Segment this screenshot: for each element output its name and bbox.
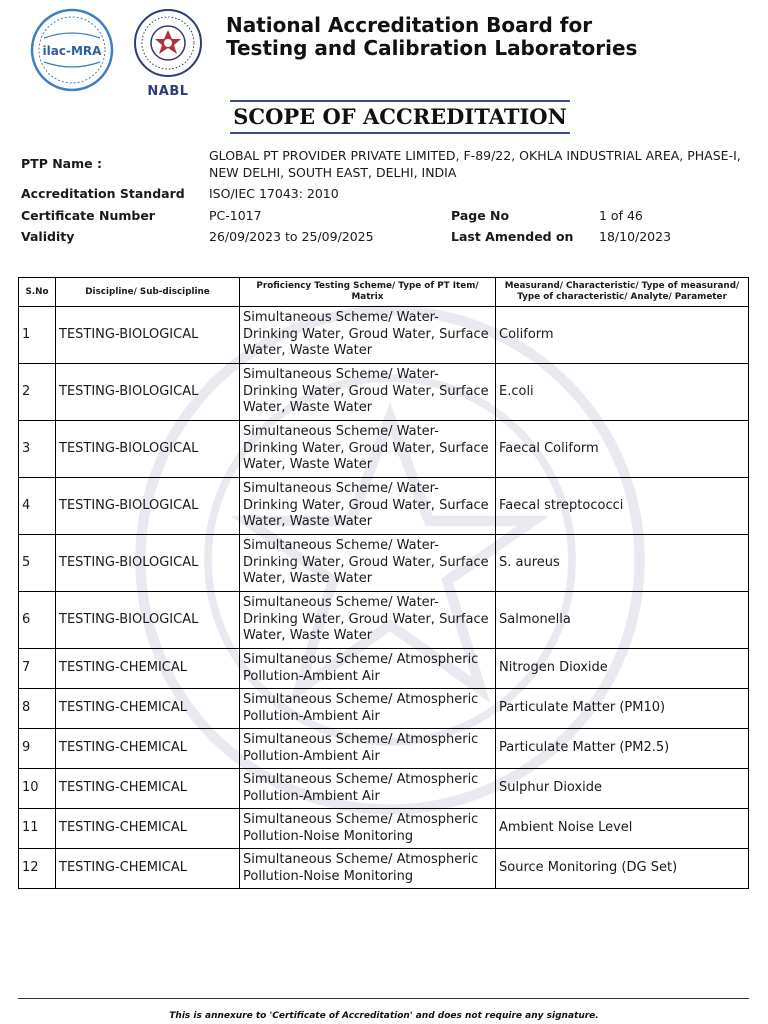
cell-scheme: Simultaneous Scheme/ Atmospheric Pollution-Noise Monitoring — [240, 849, 496, 889]
table-row — [19, 478, 749, 535]
cell-scheme: Simultaneous Scheme/ Water-Drinking Water, Groud Water, Surface Water, Waste Water — [240, 478, 496, 535]
cell-scheme: Simultaneous Scheme/ Atmospheric Pollution-Ambient Air — [240, 689, 496, 729]
cell-scheme: Simultaneous Scheme/ Water-Drinking Water, Groud Water, Surface Water, Waste Water — [240, 592, 496, 649]
table-row — [19, 307, 749, 364]
cell-measurand: Ambient Noise Level — [496, 809, 749, 849]
cell-discipline: TESTING-BIOLOGICAL — [56, 364, 240, 421]
cell-scheme: Simultaneous Scheme/ Water-Drinking Water, Groud Water, Surface Water, Waste Water — [240, 307, 496, 364]
cell-measurand: Faecal streptococci — [496, 478, 749, 535]
header-scheme: Proficiency Testing Scheme/ Type of PT Item/ Matrix — [240, 278, 496, 307]
nabl-logo-text: NABL — [147, 84, 189, 99]
cell-sno: 11 — [19, 809, 56, 849]
ilac-mra-logo — [30, 8, 114, 92]
cell-discipline: TESTING-CHEMICAL — [56, 729, 240, 769]
ptp-name-label: PTP Name : — [21, 156, 102, 171]
header-discipline: Discipline/ Sub-discipline — [56, 278, 240, 307]
cell-sno: 3 — [19, 421, 56, 478]
cell-measurand: Source Monitoring (DG Set) — [496, 849, 749, 889]
header-sno: S.No — [19, 278, 56, 307]
table-row — [19, 421, 749, 478]
cell-discipline: TESTING-BIOLOGICAL — [56, 478, 240, 535]
cell-sno: 5 — [19, 535, 56, 592]
cell-discipline: TESTING-CHEMICAL — [56, 689, 240, 729]
table-row — [19, 649, 749, 689]
cell-scheme: Simultaneous Scheme/ Atmospheric Pollution-Ambient Air — [240, 729, 496, 769]
standard-label: Accreditation Standard — [21, 186, 185, 201]
cell-sno: 10 — [19, 769, 56, 809]
ilac-logo-text: ilac-MRA — [42, 44, 102, 58]
cell-measurand: Particulate Matter (PM10) — [496, 689, 749, 729]
cell-scheme: Simultaneous Scheme/ Water-Drinking Water, Groud Water, Surface Water, Waste Water — [240, 421, 496, 478]
table-row — [19, 364, 749, 421]
cell-measurand: Nitrogen Dioxide — [496, 649, 749, 689]
document-title: SCOPE OF ACCREDITATION — [230, 100, 570, 134]
cell-sno: 12 — [19, 849, 56, 889]
ptp-name-value: GLOBAL PT PROVIDER PRIVATE LIMITED, F-89/22, OKHLA INDUSTRIAL AREA, PHASE-I, NEW DELHI, SOUTH EAST, DELHI, INDIA — [209, 148, 741, 180]
table-header-row — [19, 278, 749, 307]
header-measurand: Measurand/ Characteristic/ Type of measurand/ Type of characteristic/ Analyte/ Parameter — [496, 278, 749, 307]
cell-measurand: Faecal Coliform — [496, 421, 749, 478]
last-amended-label: Last Amended on — [451, 229, 574, 244]
table-row — [19, 809, 749, 849]
table-row — [19, 769, 749, 809]
cell-sno: 4 — [19, 478, 56, 535]
table-row — [19, 535, 749, 592]
cell-measurand: S. aureus — [496, 535, 749, 592]
org-title-line2: Testing and Calibration Laboratories — [226, 36, 638, 60]
certificate-label: Certificate Number — [21, 208, 155, 223]
cell-scheme: Simultaneous Scheme/ Atmospheric Pollution-Ambient Air — [240, 769, 496, 809]
cell-sno: 2 — [19, 364, 56, 421]
table-row — [19, 689, 749, 729]
certificate-value: PC-1017 — [209, 208, 262, 223]
cell-scheme: Simultaneous Scheme/ Water-Drinking Water, Groud Water, Surface Water, Waste Water — [240, 535, 496, 592]
validity-value: 26/09/2023 to 25/09/2025 — [209, 229, 374, 244]
footer-note: This is annexure to 'Certificate of Accreditation' and does not require any signature. — [169, 1011, 599, 1021]
footer-divider — [18, 998, 749, 999]
validity-label: Validity — [21, 229, 75, 244]
cell-measurand: E.coli — [496, 364, 749, 421]
cell-discipline: TESTING-CHEMICAL — [56, 649, 240, 689]
cell-sno: 6 — [19, 592, 56, 649]
cell-discipline: TESTING-BIOLOGICAL — [56, 592, 240, 649]
cell-measurand: Sulphur Dioxide — [496, 769, 749, 809]
cell-measurand: Particulate Matter (PM2.5) — [496, 729, 749, 769]
org-title-line1: National Accreditation Board for — [226, 13, 593, 37]
cell-discipline: TESTING-CHEMICAL — [56, 849, 240, 889]
cell-discipline: TESTING-CHEMICAL — [56, 809, 240, 849]
cell-sno: 7 — [19, 649, 56, 689]
standard-value: ISO/IEC 17043: 2010 — [209, 186, 339, 201]
nabl-logo — [133, 8, 203, 78]
cell-scheme: Simultaneous Scheme/ Atmospheric Pollution-Ambient Air — [240, 649, 496, 689]
table-row — [19, 592, 749, 649]
org-title — [226, 14, 637, 60]
table-row — [19, 849, 749, 889]
cell-sno: 1 — [19, 307, 56, 364]
cell-discipline: TESTING-BIOLOGICAL — [56, 307, 240, 364]
cell-discipline: TESTING-BIOLOGICAL — [56, 421, 240, 478]
table-row — [19, 729, 749, 769]
cell-measurand: Coliform — [496, 307, 749, 364]
cell-discipline: TESTING-BIOLOGICAL — [56, 535, 240, 592]
cell-scheme: Simultaneous Scheme/ Atmospheric Pollution-Noise Monitoring — [240, 809, 496, 849]
cell-sno: 8 — [19, 689, 56, 729]
page-no-value: 1 of 46 — [599, 208, 643, 223]
cell-discipline: TESTING-CHEMICAL — [56, 769, 240, 809]
last-amended-value: 18/10/2023 — [599, 229, 672, 244]
scope-table — [18, 277, 749, 889]
cell-scheme: Simultaneous Scheme/ Water-Drinking Water, Groud Water, Surface Water, Waste Water — [240, 364, 496, 421]
page-no-label: Page No — [451, 208, 510, 223]
cell-measurand: Salmonella — [496, 592, 749, 649]
cell-sno: 9 — [19, 729, 56, 769]
